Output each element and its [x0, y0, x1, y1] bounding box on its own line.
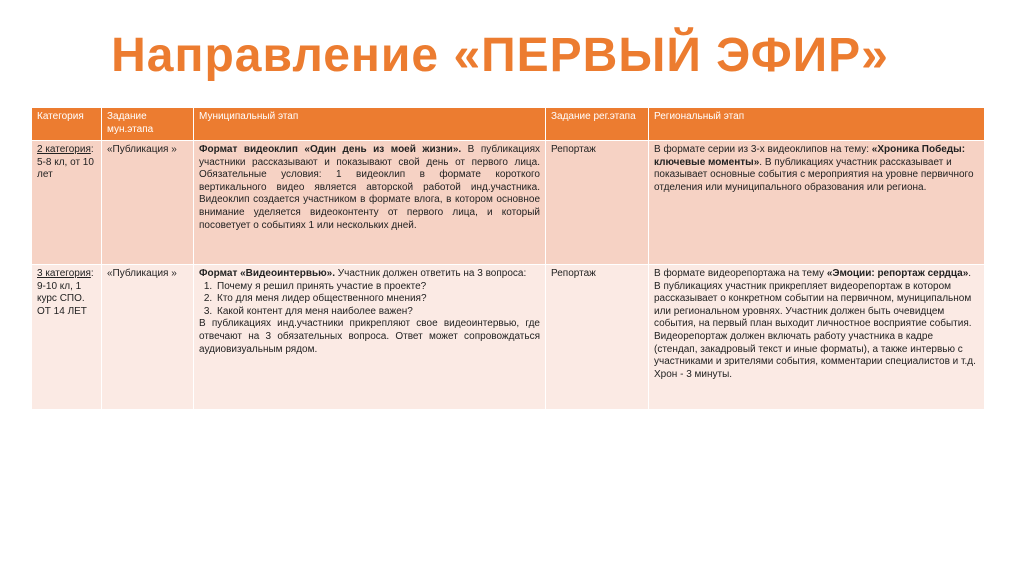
category-link[interactable]: 2 категория [37, 144, 91, 155]
category-details: : 9-10 кл, 1 курс СПО. ОТ 14 ЛЕТ [37, 268, 94, 317]
mun-format-title: Формат видеоклип «Один день из моей жизни». [199, 144, 462, 155]
reg-theme: «Хроника Победы: ключевые моменты» [654, 144, 966, 168]
list-item: 1. Почему я решил принять участие в проекте? [215, 281, 540, 294]
header-task-reg: Задание рег.этапа [546, 108, 649, 141]
header-category: Категория [32, 108, 102, 141]
header-reg-stage: Региональный этап [649, 108, 985, 141]
mun-description: В публикациях участники рассказывают и показывают свой день от первого лица. Обязательные условия: 1 видеоклип в формате короткого вертикального видео является авторской работой инд.участника. Видеоклип создается участником в формате влога, в котором основное внимание уделяется видеоконтенту от первого лица, и который посоветует о событиях 1 или нескольких дней. [199, 144, 540, 231]
header-mun-stage: Муниципальный этап [194, 108, 546, 141]
task-mun-cell: «Публикация » [102, 265, 194, 410]
table-header-row [32, 108, 985, 141]
category-details: : 5-8 кл, от 10 лет [37, 144, 94, 181]
reg-intro: В формате видеорепортажа на тему [654, 268, 827, 279]
reg-stage-cell [649, 141, 985, 265]
category-cell [32, 265, 102, 410]
header-task-mun: Задание мун.этапа [102, 108, 194, 141]
task-mun-cell: «Публикация » [102, 141, 194, 265]
reg-intro: В формате серии из 3-х видеоклипов на тему: [654, 144, 872, 155]
page-title: Направление «ПЕРВЫЙ ЭФИР» [111, 29, 889, 82]
reg-stage-cell [649, 265, 985, 410]
category-link[interactable]: 3 категория [37, 268, 91, 279]
mun-stage-cell [194, 265, 546, 410]
task-reg-cell: Репортаж [546, 265, 649, 410]
list-item: 3. Какой контент для меня наиболее важен? [215, 306, 540, 319]
mun-format-title: Формат «Видеоинтервью». [199, 268, 336, 279]
reg-theme: «Эмоции: репортаж сердца» [826, 268, 969, 279]
list-item: 2. Кто для меня лидер общественного мнения? [215, 293, 540, 306]
mun-outro: В публикациях инд.участники прикрепляют свое видеоинтервью, где отвечают на 3 обязательных вопроса. Ответ может сопровождаться аудиовизуальным рядом. [199, 318, 540, 355]
table-row [32, 141, 985, 265]
rules-table [31, 107, 985, 410]
mun-stage-cell [194, 141, 546, 265]
table-row [32, 265, 985, 410]
reg-description: . В публикациях участник прикрепляет видеорепортаж в котором рассказывает о конкретном событии на первичном, муниципальном или региональном уровнях. Участник должен быть очевидцем события, на первый план выходит личностное восприятие события. Видеорепортаж должен включать работу участника в кадре (стендап, закадровый текст и иные форматы), а также интервью с участниками и зрителями события, комментарии специалистов и т.д. Хрон - 3 минуты. [654, 268, 976, 380]
task-reg-cell: Репортаж [546, 141, 649, 265]
reg-description: . В публикациях участник рассказывает и показывает основные события с мероприятия на уровне первичного отделения или муниципального образования или региона. [654, 156, 974, 193]
mun-intro: Участник должен ответить на 3 вопроса: [335, 268, 527, 279]
question-list [199, 281, 540, 319]
category-cell [32, 141, 102, 265]
